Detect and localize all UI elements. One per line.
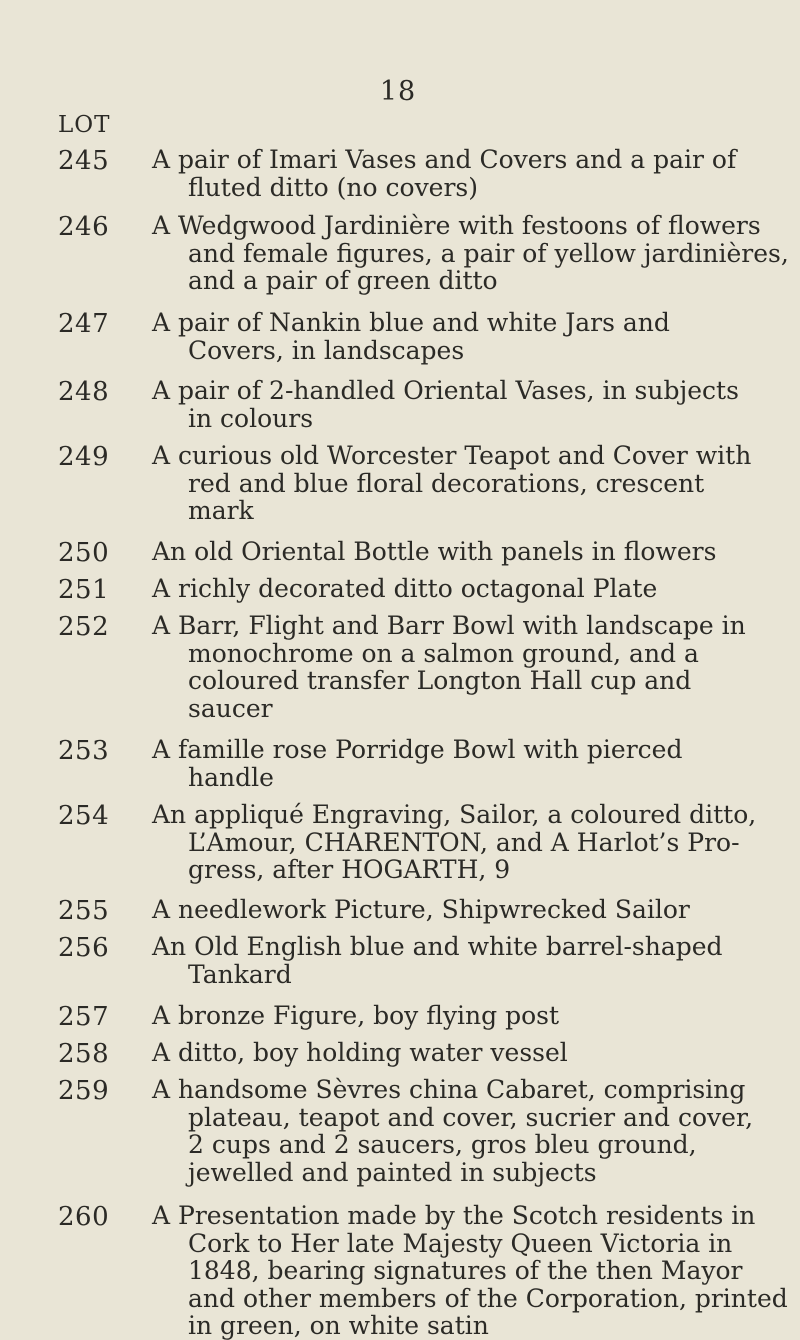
description-line: 2 cups and 2 saucers, gros bleu ground, [188,1130,697,1159]
lot-column-header: LOT [58,112,111,138]
description-line: A pair of Imari Vases and Covers and a pair of [152,145,737,174]
lot-number: 259 [58,1076,110,1106]
description-line: Tankard [188,959,292,989]
lot-description [152,377,752,432]
description-line: red and blue floral decorations, crescent [188,468,705,498]
lot-number: 253 [58,736,110,766]
description-line: and other members of the Corporation, printed [188,1283,788,1313]
description-line: A needlework Picture, Shipwrecked Sailor [152,895,690,924]
description-line: A pair of Nankin blue and white Jars and [152,308,670,337]
description-line: A famille rose Porridge Bowl with pierced [152,735,683,764]
description-line: An appliqué Engraving, Sailor, a coloured ditto, [152,800,757,829]
description-line: plateau, teapot and cover, sucrier and cover, [188,1102,754,1132]
description-line: monochrome on a salmon ground, and a [188,638,699,668]
lot-number: 252 [58,612,110,642]
lot-description [152,896,752,924]
description-line: A Barr, Flight and Barr Bowl with landscape in [152,611,746,640]
description-line: 1848, bearing signatures of the then Mayor [188,1256,743,1285]
description-line: and female figures, a pair of yellow jardinières, [188,238,789,268]
lot-description [152,538,752,566]
lot-description [152,736,752,791]
description-line: and a pair of green ditto [188,266,498,295]
lot-number: 260 [58,1202,110,1232]
lot-description [152,146,752,201]
lot-description [152,309,752,364]
description-line: fluted ditto (no covers) [188,172,479,202]
lot-description [152,1201,788,1340]
description-line: in colours [188,403,314,433]
description-line: mark [188,496,254,525]
description-line: A ditto, boy holding water vessel [152,1038,568,1067]
lot-description [152,1002,752,1030]
lot-number: 256 [58,933,110,963]
description-line: jewelled and painted in subjects [188,1157,597,1187]
description-line: in green, on white satin [188,1311,489,1340]
description-line: Covers, in landscapes [188,335,465,365]
lot-number: 257 [58,1002,110,1032]
lot-description [152,1076,752,1186]
description-line: A pair of 2-handled Oriental Vases, in subjects [152,376,739,405]
lot-number: 258 [58,1039,110,1069]
lot-description [152,442,752,525]
lot-number: 245 [58,146,110,176]
page-number: 18 [379,76,417,107]
lot-description [152,612,752,722]
description-line: An old Oriental Bottle with panels in flowers [152,537,717,566]
lot-description [152,575,752,603]
lot-number: 248 [58,377,110,407]
lot-number: 250 [58,538,110,568]
lot-number: 251 [58,575,110,605]
description-line: handle [188,762,274,792]
description-line: A handsome Sèvres china Cabaret, comprising [152,1075,746,1104]
lot-description [152,933,752,988]
description-line: saucer [188,693,273,723]
lot-number: 255 [58,896,110,926]
lot-number: 254 [58,801,110,831]
lot-number: 246 [58,212,110,242]
lot-number: 249 [58,442,110,472]
description-line: A Wedgwood Jardinière with festoons of flowers [152,211,761,240]
lot-number: 247 [58,309,110,339]
description-line: L’Amour, CHARENTON, and A Harlot’s Pro- [188,827,740,857]
description-line: A bronze Figure, boy flying post [152,1001,560,1030]
description-line: A richly decorated ditto octagonal Plate [152,574,658,603]
lot-description [152,800,757,884]
description-line: gress, after HOGARTH, 9 [188,855,511,884]
description-line: coloured transfer Longton Hall cup and [188,666,692,695]
description-line: A curious old Worcester Teapot and Cover with [152,441,752,470]
description-line: An Old English blue and white barrel-shaped [152,932,723,961]
description-line: Cork to Her late Majesty Queen Victoria in [188,1228,733,1258]
lot-description [152,211,789,295]
lot-description [152,1039,752,1067]
description-line: A Presentation made by the Scotch residents in [152,1201,756,1230]
